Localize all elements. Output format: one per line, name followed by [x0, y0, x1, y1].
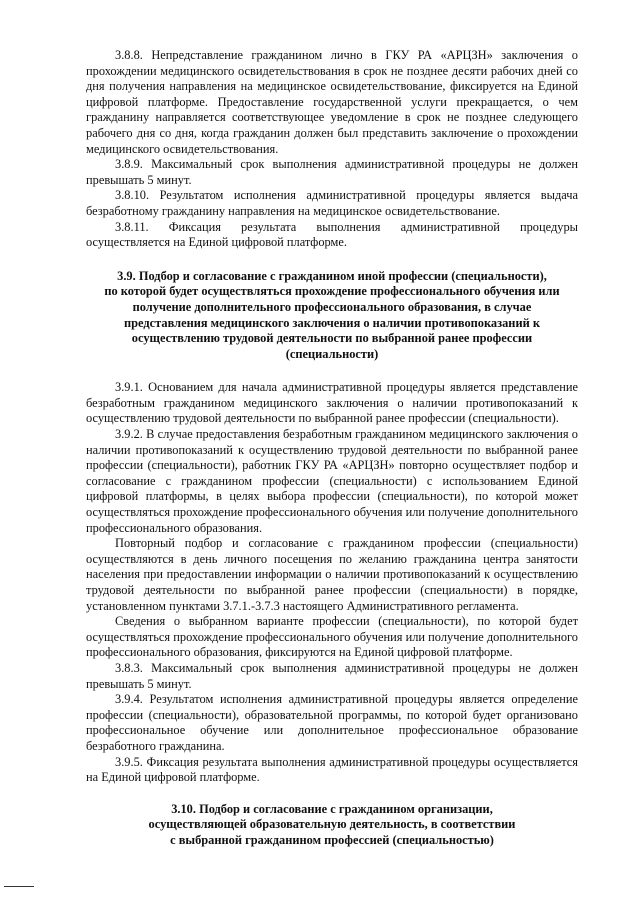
heading-line: 3.9. Подбор и согласование с гражданином иной профессии (специальности),	[117, 268, 547, 283]
heading-line: представления медицинского заключения о наличии противопоказаний к	[124, 315, 540, 330]
paragraph-3-9-4: 3.9.4. Результатом исполнения административной процедуры является определение профессии (специальности), образовательной программы, по которой будет организовано профессиональное обучение или дополнительное профессиональное образование безработного гражданина.	[86, 692, 578, 753]
heading-line: по которой будет осуществляться прохождение профессионального обучения или	[104, 284, 560, 299]
paragraph-3-9-1: 3.9.1. Основанием для начала административной процедуры является представление безработным гражданином медицинского заключения о наличии противопоказаний к осуществлению трудовой деятельности по выбранной ранее профессии (специальности).	[86, 380, 578, 426]
paragraph-3-8-3: 3.8.3. Максимальный срок выполнения административной процедуры не должен превышать 5 минут.	[86, 660, 578, 691]
section-3-8-paragraphs	[86, 48, 578, 251]
paragraph-repeat-selection: Повторный подбор и согласование с гражданином профессии (специальности) осуществляются в день личного посещения по желанию гражданина центра занятости населения при предоставлении информации о наличии противопоказаний к осуществлению трудовой деятельности по выбранной ранее профессии (специальности) в порядке, установленном пунктами 3.7.1.-3.7.3 настоящего Административного регламента.	[86, 536, 578, 613]
paragraph-3-8-11: 3.8.11. Фиксация результата выполнения административной процедуры осуществляется на Единой цифровой платформе.	[86, 219, 578, 250]
section-heading-3-10	[86, 802, 578, 849]
heading-line: получение дополнительного профессионального образования, в случае	[132, 299, 532, 314]
paragraph-3-9-2: 3.9.2. В случае предоставления безработным гражданином медицинского заключения о наличии противопоказаний к осуществлению трудовой деятельности по выбранной ранее профессии (специальности), работник ГКУ РА «АРЦЗН» повторно осуществляет подбор и согласование с гражданином профессии (специальности) с использованием Единой цифровой платформы, в целях выбора профессии (специальности), по которой может осуществляться прохождение профессионального обучения или получение дополнительного профессионального образования.	[86, 427, 578, 535]
paragraph-3-8-10: 3.8.10. Результатом исполнения административной процедуры является выдача безработному гражданину направления на медицинское освидетельствование.	[86, 188, 578, 218]
paragraph-3-8-9: 3.8.9. Максимальный срок выполнения административной процедуры не должен превышать 5 минут.	[86, 157, 578, 187]
heading-line: (специальности)	[285, 346, 379, 361]
section-3-9-paragraphs	[86, 380, 578, 785]
heading-line: осуществляющей образовательную деятельность, в соответствии	[148, 817, 516, 832]
section-heading-3-9	[86, 269, 578, 363]
paragraph-selected-profession-info: Сведения о выбранном варианте профессии (специальности), по которой будет осуществляться прохождение профессионального обучения или получение дополнительного профессионального образования, фиксируются на Единой цифровой платформе.	[86, 614, 578, 660]
heading-line: осуществлению трудовой деятельности по выбранной ранее профессии	[131, 331, 533, 346]
heading-line: с выбранной гражданином профессией (специальностью)	[170, 832, 494, 847]
heading-line: 3.10. Подбор и согласование с гражданином организации,	[171, 801, 493, 816]
paragraph-3-8-8: 3.8.8. Непредставление гражданином лично в ГКУ РА «АРЦЗН» заключения о прохождении медицинского освидетельствования в срок не позднее десяти рабочих дней со дня получения направления на медицинское освидетельствование, фиксируется на Единой цифровой платформе. Предоставление государственной услуги прекращается, о чем гражданину направляется соответствующее уведомление в срок не позднее следующего рабочего дня со дня, когда гражданин должен был представить заключение о прохождении медицинского освидетельствования.	[86, 48, 578, 156]
footer-divider	[4, 886, 34, 887]
paragraph-3-9-5: 3.9.5. Фиксация результата выполнения административной процедуры осуществляется на Единой цифровой платформе.	[86, 754, 578, 785]
